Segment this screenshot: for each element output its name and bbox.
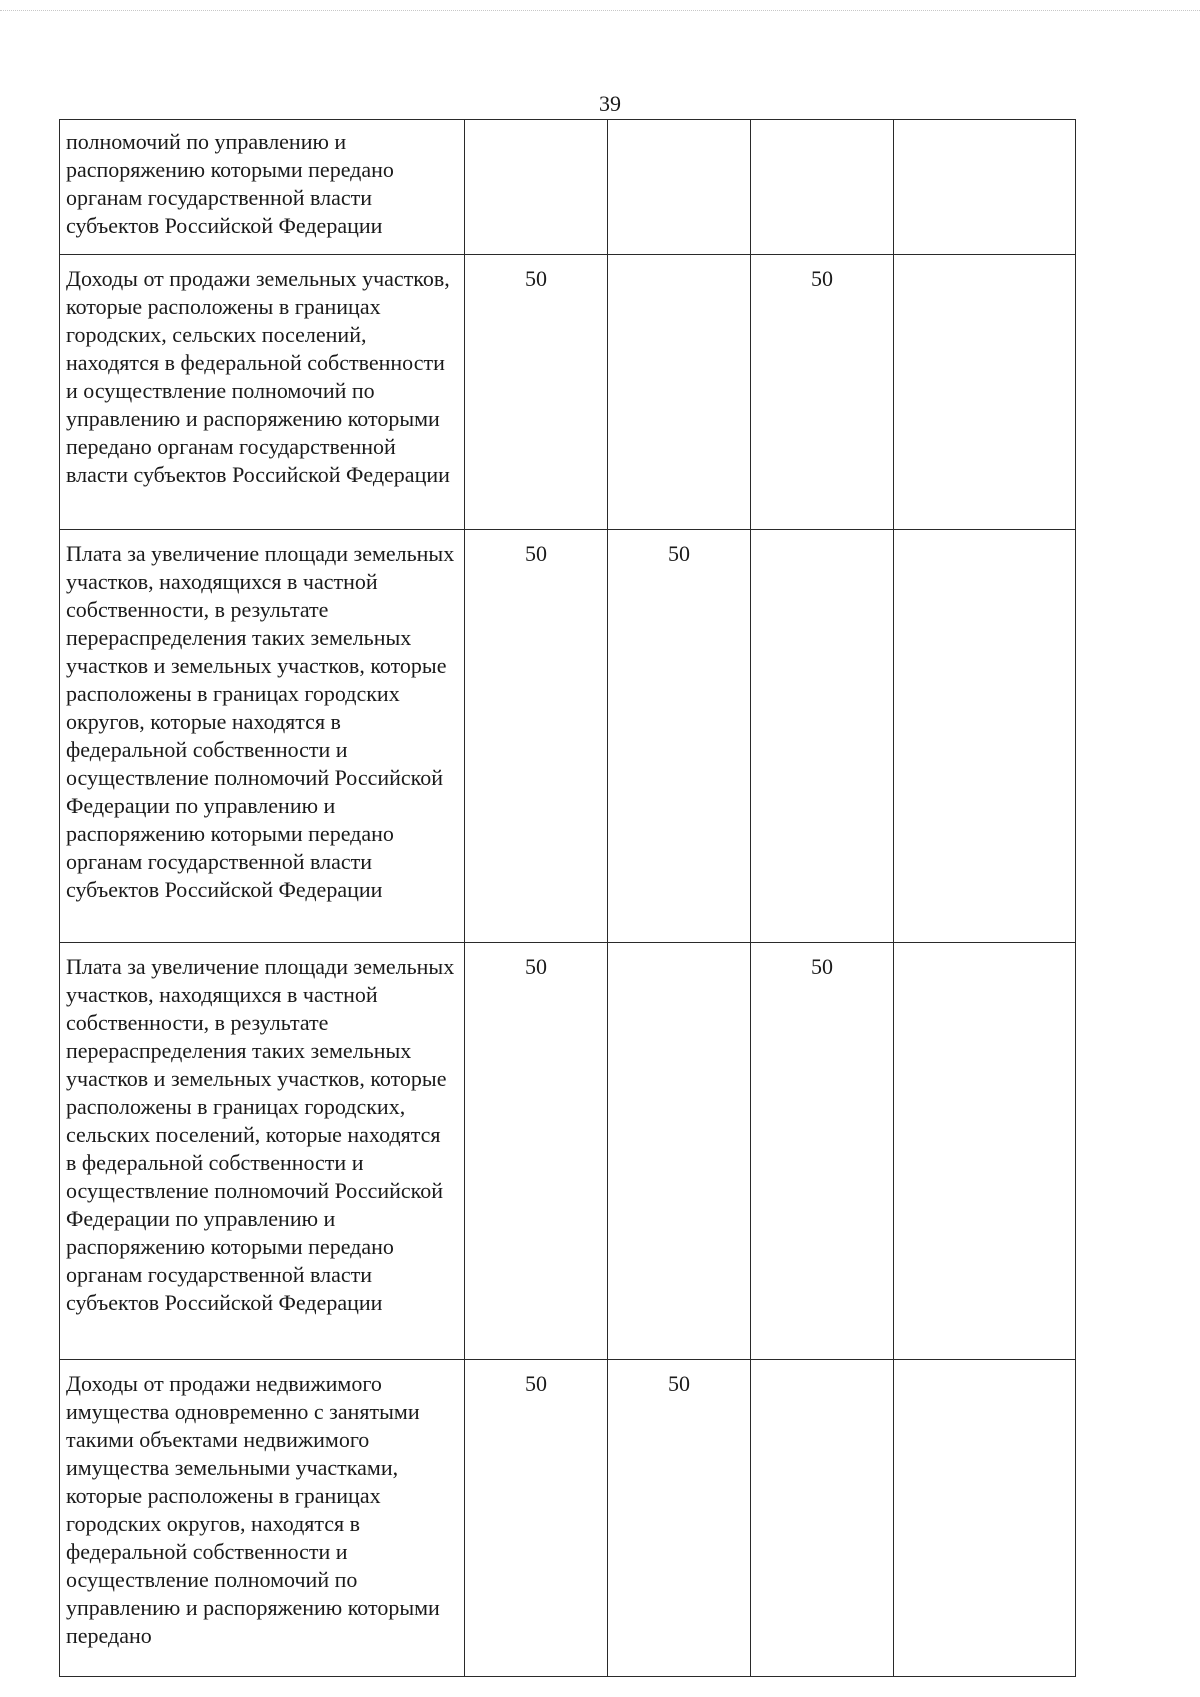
norm-value-col-2: 50 xyxy=(608,530,751,943)
norm-value-col-3: 50 xyxy=(751,255,894,530)
revenue-description: Плата за увеличение площади земельных участков, находящихся в частной собственности, в результате перераспределения таких земельных участков и земельных участков, которые расположены в границах городских, сельских поселений, которые находятся в федеральной собственности и осуществление полномочий Российской Федерации по управлению и распоряжению которыми передано органам государственной власти субъектов Российской Федерации xyxy=(60,943,465,1360)
norm-value-col-4 xyxy=(894,1360,1076,1677)
norm-value-col-4 xyxy=(894,530,1076,943)
norm-value-col-2 xyxy=(608,255,751,530)
table-row xyxy=(60,530,1076,943)
revenue-distribution-table xyxy=(59,119,1076,1677)
scan-edge-line xyxy=(0,10,1200,11)
norm-value-col-3 xyxy=(751,1360,894,1677)
norm-value-col-4 xyxy=(894,120,1076,255)
norm-value-col-1: 50 xyxy=(465,943,608,1360)
norm-value-col-2: 50 xyxy=(608,1360,751,1677)
norm-value-col-2 xyxy=(608,120,751,255)
norm-value-col-4 xyxy=(894,943,1076,1360)
table-row xyxy=(60,1360,1076,1677)
norm-value-col-1 xyxy=(465,120,608,255)
table-row xyxy=(60,255,1076,530)
norm-value-col-1: 50 xyxy=(465,530,608,943)
page-number: 39 xyxy=(599,91,621,116)
revenue-description: полномочий по управлению и распоряжению которыми передано органам государственной власти субъектов Российской Федерации xyxy=(60,120,465,255)
revenue-description: Доходы от продажи земельных участков, которые расположены в границах городских, сельских поселений, находятся в федеральной собственности и осуществление полномочий по управлению и распоряжению которыми передано органам государственной власти субъектов Российской Федерации xyxy=(60,255,465,530)
norm-value-col-1: 50 xyxy=(465,1360,608,1677)
norm-value-col-3: 50 xyxy=(751,943,894,1360)
table-row xyxy=(60,943,1076,1360)
norm-value-col-4 xyxy=(894,255,1076,530)
norm-value-col-3 xyxy=(751,530,894,943)
norm-value-col-3 xyxy=(751,120,894,255)
revenue-description: Доходы от продажи недвижимого имущества одновременно с занятыми такими объектами недвижимого имущества земельными участками, которые расположены в границах городских округов, находятся в федеральной собственности и осуществление полномочий по управлению и распоряжению которыми передано xyxy=(60,1360,465,1677)
table-row xyxy=(60,120,1076,255)
norm-value-col-1: 50 xyxy=(465,255,608,530)
revenue-description: Плата за увеличение площади земельных участков, находящихся в частной собственности, в результате перераспределения таких земельных участков и земельных участков, которые расположены в границах городских округов, которые находятся в федеральной собственности и осуществление полномочий Российской Федерации по управлению и распоряжению которыми передано органам государственной власти субъектов Российской Федерации xyxy=(60,530,465,943)
norm-value-col-2 xyxy=(608,943,751,1360)
